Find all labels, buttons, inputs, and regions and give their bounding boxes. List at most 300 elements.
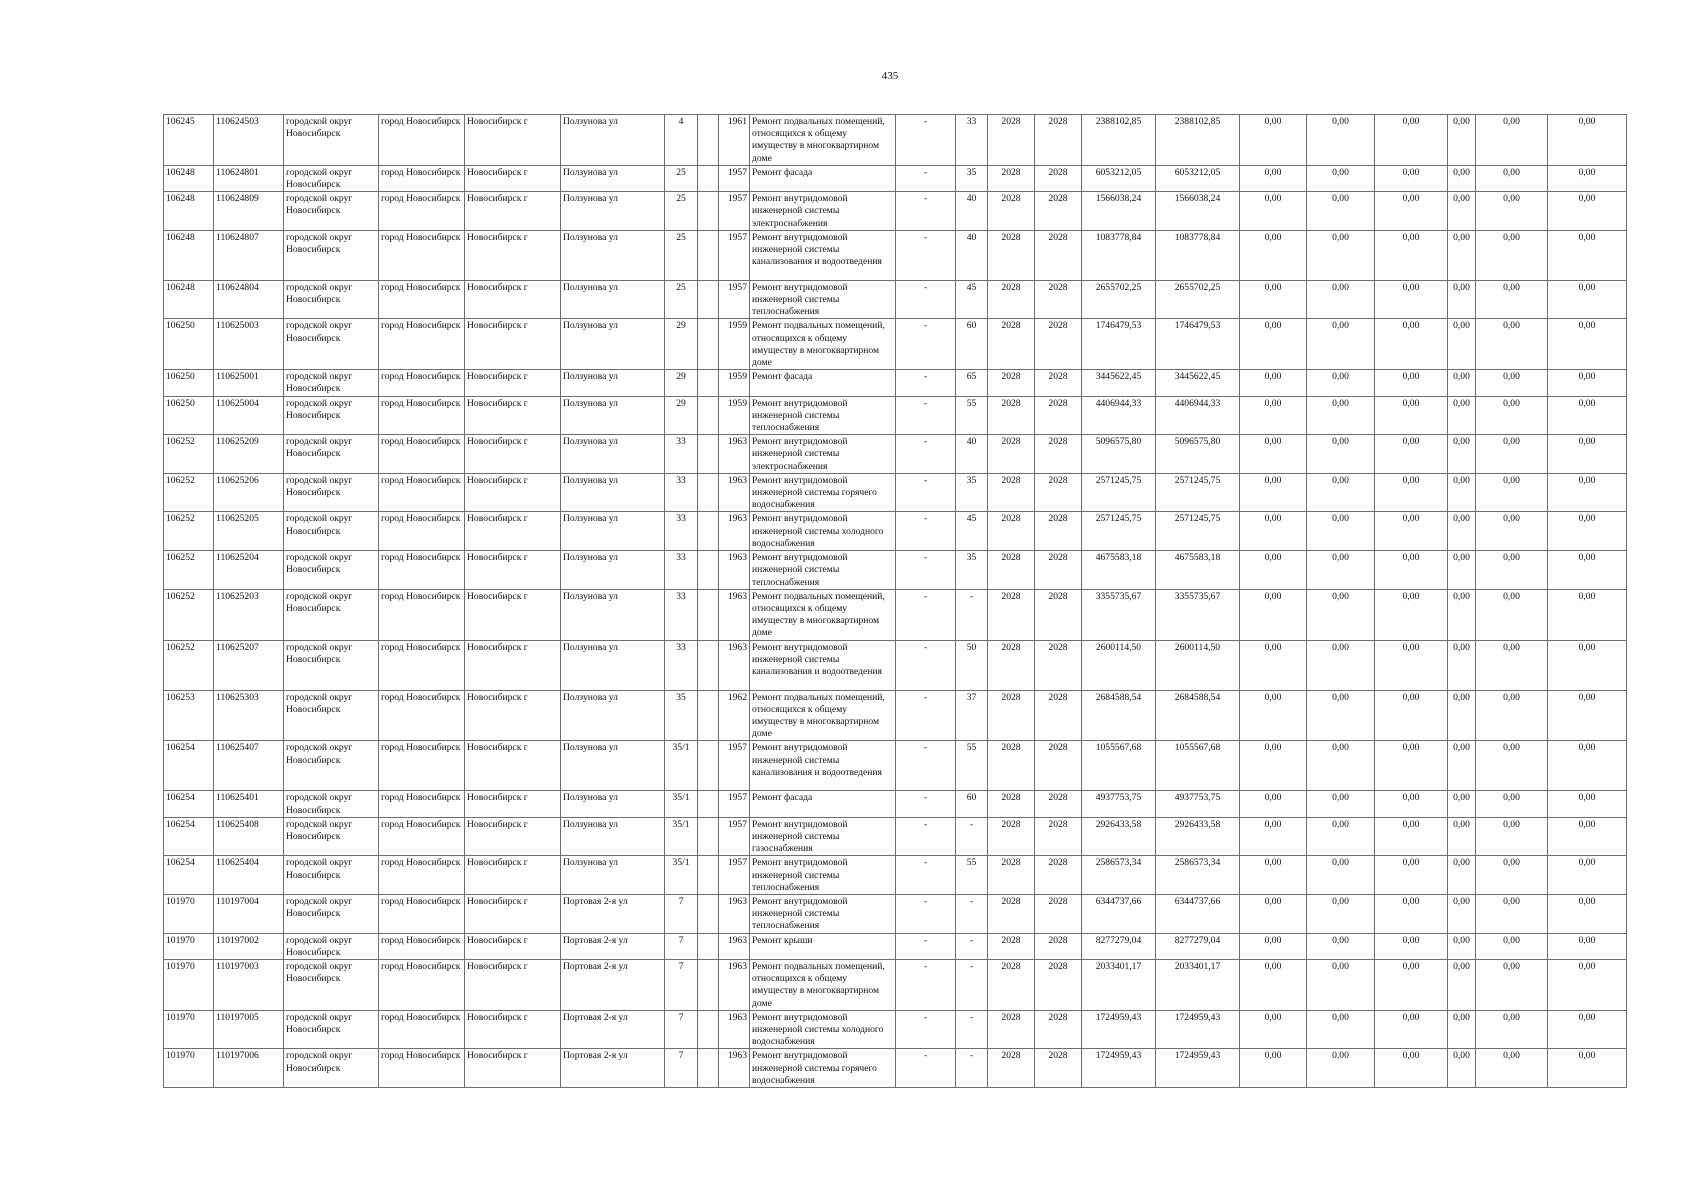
cell-cost-col20: 0,00 bbox=[1448, 690, 1476, 741]
cell-city: Новосибирск г bbox=[465, 959, 561, 1010]
cell-cost-col21: 0,00 bbox=[1476, 512, 1548, 551]
cell-year-built: 1963 bbox=[719, 473, 750, 512]
cell-city: Новосибирск г bbox=[465, 115, 561, 166]
cell-cost-fund: 1566038,24 bbox=[1156, 192, 1240, 231]
cell-year-end: 2028 bbox=[1035, 165, 1082, 191]
cell-work-id: 110624801 bbox=[214, 165, 284, 191]
cell-cost-col17: 0,00 bbox=[1240, 115, 1307, 166]
cell-settlement: город Новосибирск bbox=[379, 933, 465, 959]
cell-cost-col20: 0,00 bbox=[1448, 589, 1476, 640]
cell-building bbox=[698, 319, 719, 370]
cell-work-id: 110197006 bbox=[214, 1049, 284, 1088]
cell-house-number: 29 bbox=[665, 370, 698, 396]
cell-municipal-district: городской округ Новосибирск bbox=[284, 512, 379, 551]
cell-city: Новосибирск г bbox=[465, 165, 561, 191]
cell-cost-col17: 0,00 bbox=[1240, 933, 1307, 959]
cell-street: Ползунова ул bbox=[561, 856, 665, 895]
cell-street: Ползунова ул bbox=[561, 230, 665, 280]
cell-col-dash: - bbox=[896, 230, 956, 280]
cell-house-id: 101970 bbox=[164, 1010, 214, 1049]
cell-cost-col18: 0,00 bbox=[1307, 1049, 1375, 1088]
cell-house-number: 35/1 bbox=[665, 856, 698, 895]
cell-wear-percent: - bbox=[956, 1010, 988, 1049]
cell-cost-total: 2684588,54 bbox=[1082, 690, 1156, 741]
table-row bbox=[164, 933, 1627, 959]
cell-building bbox=[698, 115, 719, 166]
table-row bbox=[164, 690, 1627, 741]
cell-settlement: город Новосибирск bbox=[379, 115, 465, 166]
cell-wear-percent: 40 bbox=[956, 230, 988, 280]
cell-cost-col21: 0,00 bbox=[1476, 165, 1548, 191]
cell-settlement: город Новосибирск bbox=[379, 396, 465, 435]
cell-municipal-district: городской округ Новосибирск bbox=[284, 165, 379, 191]
cell-municipal-district: городской округ Новосибирск bbox=[284, 435, 379, 474]
cell-work-type: Ремонт внутридомовой инженерной системы горячего водоснабжения bbox=[750, 473, 896, 512]
cell-year-end: 2028 bbox=[1035, 192, 1082, 231]
cell-building bbox=[698, 473, 719, 512]
cell-house-id: 106252 bbox=[164, 435, 214, 474]
table-row bbox=[164, 1010, 1627, 1049]
table-row bbox=[164, 396, 1627, 435]
cell-cost-col17: 0,00 bbox=[1240, 791, 1307, 817]
cell-cost-col18: 0,00 bbox=[1307, 280, 1375, 319]
cell-building bbox=[698, 791, 719, 817]
cell-settlement: город Новосибирск bbox=[379, 280, 465, 319]
cell-cost-col18: 0,00 bbox=[1307, 791, 1375, 817]
cell-city: Новосибирск г bbox=[465, 280, 561, 319]
cell-house-number: 35/1 bbox=[665, 817, 698, 856]
cell-cost-fund: 2586573,34 bbox=[1156, 856, 1240, 895]
cell-cost-col17: 0,00 bbox=[1240, 640, 1307, 690]
cell-year-end: 2028 bbox=[1035, 894, 1082, 933]
cell-municipal-district: городской округ Новосибирск bbox=[284, 551, 379, 590]
cell-wear-percent: 45 bbox=[956, 512, 988, 551]
cell-settlement: город Новосибирск bbox=[379, 319, 465, 370]
cell-cost-col21: 0,00 bbox=[1476, 551, 1548, 590]
cell-work-id: 110625401 bbox=[214, 791, 284, 817]
cell-year-start: 2028 bbox=[988, 551, 1035, 590]
cell-house-id: 106250 bbox=[164, 396, 214, 435]
cell-cost-total: 5096575,80 bbox=[1082, 435, 1156, 474]
cell-work-type: Ремонт внутридомовой инженерной системы канализования и водоотведения bbox=[750, 230, 896, 280]
cell-cost-total: 4675583,18 bbox=[1082, 551, 1156, 590]
cell-municipal-district: городской округ Новосибирск bbox=[284, 856, 379, 895]
cell-cost-col21: 0,00 bbox=[1476, 817, 1548, 856]
cell-house-number: 33 bbox=[665, 589, 698, 640]
cell-year-start: 2028 bbox=[988, 933, 1035, 959]
table-row bbox=[164, 192, 1627, 231]
cell-wear-percent: - bbox=[956, 959, 988, 1010]
cell-cost-col21: 0,00 bbox=[1476, 280, 1548, 319]
cell-house-id: 106248 bbox=[164, 230, 214, 280]
cell-work-type: Ремонт подвальных помещений, относящихся к общему имуществу в многоквартирном доме bbox=[750, 959, 896, 1010]
cell-col-dash: - bbox=[896, 512, 956, 551]
cell-cost-col22: 0,00 bbox=[1548, 115, 1627, 166]
cell-house-number: 33 bbox=[665, 640, 698, 690]
cell-year-built: 1963 bbox=[719, 933, 750, 959]
cell-house-id: 106248 bbox=[164, 280, 214, 319]
cell-cost-col22: 0,00 bbox=[1548, 230, 1627, 280]
cell-street: Ползунова ул bbox=[561, 791, 665, 817]
cell-work-type: Ремонт фасада bbox=[750, 370, 896, 396]
cell-house-id: 106248 bbox=[164, 165, 214, 191]
cell-cost-col22: 0,00 bbox=[1548, 959, 1627, 1010]
cell-year-end: 2028 bbox=[1035, 933, 1082, 959]
cell-work-type: Ремонт фасада bbox=[750, 791, 896, 817]
cell-year-start: 2028 bbox=[988, 473, 1035, 512]
cell-cost-col22: 0,00 bbox=[1548, 1010, 1627, 1049]
cell-city: Новосибирск г bbox=[465, 741, 561, 791]
cell-cost-col21: 0,00 bbox=[1476, 319, 1548, 370]
table-row bbox=[164, 512, 1627, 551]
cell-cost-fund: 4937753,75 bbox=[1156, 791, 1240, 817]
page-number: 435 bbox=[881, 70, 899, 82]
cell-cost-col19: 0,00 bbox=[1375, 1010, 1448, 1049]
cell-cost-col22: 0,00 bbox=[1548, 192, 1627, 231]
cell-cost-fund: 1724959,43 bbox=[1156, 1010, 1240, 1049]
cell-building bbox=[698, 280, 719, 319]
cell-municipal-district: городской округ Новосибирск bbox=[284, 589, 379, 640]
cell-cost-col21: 0,00 bbox=[1476, 370, 1548, 396]
cell-cost-fund: 1055567,68 bbox=[1156, 741, 1240, 791]
cell-cost-col17: 0,00 bbox=[1240, 1049, 1307, 1088]
cell-house-id: 106252 bbox=[164, 589, 214, 640]
cell-cost-col20: 0,00 bbox=[1448, 165, 1476, 191]
cell-street: Ползунова ул bbox=[561, 473, 665, 512]
cell-cost-col20: 0,00 bbox=[1448, 115, 1476, 166]
cell-cost-col19: 0,00 bbox=[1375, 1049, 1448, 1088]
cell-work-type: Ремонт подвальных помещений, относящихся к общему имуществу в многоквартирном доме bbox=[750, 690, 896, 741]
cell-cost-total: 3355735,67 bbox=[1082, 589, 1156, 640]
cell-col-dash: - bbox=[896, 856, 956, 895]
cell-cost-total: 3445622,45 bbox=[1082, 370, 1156, 396]
cell-cost-fund: 2684588,54 bbox=[1156, 690, 1240, 741]
cell-cost-col17: 0,00 bbox=[1240, 894, 1307, 933]
cell-house-id: 106248 bbox=[164, 192, 214, 231]
cell-cost-col22: 0,00 bbox=[1548, 165, 1627, 191]
cell-municipal-district: городской округ Новосибирск bbox=[284, 396, 379, 435]
cell-cost-col19: 0,00 bbox=[1375, 791, 1448, 817]
cell-work-id: 110625204 bbox=[214, 551, 284, 590]
cell-year-built: 1957 bbox=[719, 741, 750, 791]
cell-cost-col18: 0,00 bbox=[1307, 959, 1375, 1010]
cell-cost-col21: 0,00 bbox=[1476, 1010, 1548, 1049]
cell-year-end: 2028 bbox=[1035, 551, 1082, 590]
cell-work-type: Ремонт внутридомовой инженерной системы газоснабжения bbox=[750, 817, 896, 856]
cell-work-id: 110625407 bbox=[214, 741, 284, 791]
cell-building bbox=[698, 933, 719, 959]
cell-year-end: 2028 bbox=[1035, 1049, 1082, 1088]
cell-work-type: Ремонт внутридомовой инженерной системы холодного водоснабжения bbox=[750, 512, 896, 551]
table-row bbox=[164, 640, 1627, 690]
cell-cost-col21: 0,00 bbox=[1476, 856, 1548, 895]
cell-municipal-district: городской округ Новосибирск bbox=[284, 741, 379, 791]
cell-year-end: 2028 bbox=[1035, 817, 1082, 856]
cell-cost-col17: 0,00 bbox=[1240, 512, 1307, 551]
cell-cost-col18: 0,00 bbox=[1307, 551, 1375, 590]
cell-year-start: 2028 bbox=[988, 894, 1035, 933]
cell-work-type: Ремонт внутридомовой инженерной системы электроснабжения bbox=[750, 192, 896, 231]
cell-cost-fund: 2571245,75 bbox=[1156, 473, 1240, 512]
cell-wear-percent: 37 bbox=[956, 690, 988, 741]
cell-settlement: город Новосибирск bbox=[379, 856, 465, 895]
cell-wear-percent: - bbox=[956, 1049, 988, 1088]
cell-cost-total: 2600114,50 bbox=[1082, 640, 1156, 690]
cell-municipal-district: городской округ Новосибирск bbox=[284, 1049, 379, 1088]
cell-cost-col18: 0,00 bbox=[1307, 741, 1375, 791]
cell-municipal-district: городской округ Новосибирск bbox=[284, 115, 379, 166]
cell-street: Ползунова ул bbox=[561, 741, 665, 791]
cell-settlement: город Новосибирск bbox=[379, 741, 465, 791]
cell-year-built: 1963 bbox=[719, 640, 750, 690]
cell-cost-col22: 0,00 bbox=[1548, 791, 1627, 817]
cell-wear-percent: 50 bbox=[956, 640, 988, 690]
cell-settlement: город Новосибирск bbox=[379, 551, 465, 590]
table-row bbox=[164, 741, 1627, 791]
table-row bbox=[164, 817, 1627, 856]
cell-cost-col18: 0,00 bbox=[1307, 473, 1375, 512]
cell-street: Ползунова ул bbox=[561, 396, 665, 435]
cell-building bbox=[698, 192, 719, 231]
cell-year-built: 1963 bbox=[719, 959, 750, 1010]
cell-year-built: 1963 bbox=[719, 551, 750, 590]
cell-year-built: 1963 bbox=[719, 589, 750, 640]
cell-building bbox=[698, 551, 719, 590]
cell-wear-percent: 45 bbox=[956, 280, 988, 319]
cell-street: Ползунова ул bbox=[561, 192, 665, 231]
cell-cost-col17: 0,00 bbox=[1240, 192, 1307, 231]
cell-year-start: 2028 bbox=[988, 396, 1035, 435]
cell-col-dash: - bbox=[896, 473, 956, 512]
cell-street: Портовая 2-я ул bbox=[561, 959, 665, 1010]
cell-building bbox=[698, 1049, 719, 1088]
cell-year-end: 2028 bbox=[1035, 370, 1082, 396]
cell-street: Ползунова ул bbox=[561, 115, 665, 166]
cell-house-number: 35/1 bbox=[665, 791, 698, 817]
cell-cost-col17: 0,00 bbox=[1240, 817, 1307, 856]
cell-work-id: 110624804 bbox=[214, 280, 284, 319]
cell-cost-col20: 0,00 bbox=[1448, 435, 1476, 474]
cell-cost-col21: 0,00 bbox=[1476, 1049, 1548, 1088]
cell-building bbox=[698, 512, 719, 551]
cell-cost-col21: 0,00 bbox=[1476, 741, 1548, 791]
cell-year-start: 2028 bbox=[988, 280, 1035, 319]
cell-city: Новосибирск г bbox=[465, 396, 561, 435]
cell-house-number: 25 bbox=[665, 230, 698, 280]
cell-cost-total: 2655702,25 bbox=[1082, 280, 1156, 319]
cell-building bbox=[698, 230, 719, 280]
cell-house-id: 101970 bbox=[164, 894, 214, 933]
cell-city: Новосибирск г bbox=[465, 640, 561, 690]
cell-house-id: 106254 bbox=[164, 817, 214, 856]
cell-wear-percent: 40 bbox=[956, 192, 988, 231]
cell-cost-total: 2033401,17 bbox=[1082, 959, 1156, 1010]
cell-street: Ползунова ул bbox=[561, 370, 665, 396]
cell-cost-col18: 0,00 bbox=[1307, 690, 1375, 741]
cell-col-dash: - bbox=[896, 551, 956, 590]
cell-cost-fund: 3445622,45 bbox=[1156, 370, 1240, 396]
cell-year-end: 2028 bbox=[1035, 959, 1082, 1010]
cell-cost-col17: 0,00 bbox=[1240, 230, 1307, 280]
cell-cost-col20: 0,00 bbox=[1448, 192, 1476, 231]
cell-col-dash: - bbox=[896, 370, 956, 396]
cell-cost-total: 2926433,58 bbox=[1082, 817, 1156, 856]
cell-col-dash: - bbox=[896, 959, 956, 1010]
cell-wear-percent: 55 bbox=[956, 741, 988, 791]
cell-street: Ползунова ул bbox=[561, 319, 665, 370]
cell-building bbox=[698, 894, 719, 933]
cell-cost-col21: 0,00 bbox=[1476, 396, 1548, 435]
cell-year-built: 1957 bbox=[719, 791, 750, 817]
cell-wear-percent: 40 bbox=[956, 435, 988, 474]
table-row bbox=[164, 791, 1627, 817]
cell-col-dash: - bbox=[896, 192, 956, 231]
cell-work-type: Ремонт внутридомовой инженерной системы теплоснабжения bbox=[750, 280, 896, 319]
cell-year-start: 2028 bbox=[988, 741, 1035, 791]
cell-cost-col21: 0,00 bbox=[1476, 230, 1548, 280]
cell-cost-col22: 0,00 bbox=[1548, 933, 1627, 959]
cell-year-built: 1963 bbox=[719, 1049, 750, 1088]
cell-cost-col18: 0,00 bbox=[1307, 1010, 1375, 1049]
cell-work-type: Ремонт подвальных помещений, относящихся к общему имуществу в многоквартирном доме bbox=[750, 115, 896, 166]
cell-year-start: 2028 bbox=[988, 192, 1035, 231]
cell-wear-percent: 60 bbox=[956, 319, 988, 370]
cell-cost-fund: 5096575,80 bbox=[1156, 435, 1240, 474]
cell-cost-col19: 0,00 bbox=[1375, 551, 1448, 590]
cell-work-id: 110625004 bbox=[214, 396, 284, 435]
cell-settlement: город Новосибирск bbox=[379, 512, 465, 551]
cell-year-end: 2028 bbox=[1035, 396, 1082, 435]
cell-municipal-district: городской округ Новосибирск bbox=[284, 640, 379, 690]
cell-building bbox=[698, 690, 719, 741]
cell-work-id: 110625003 bbox=[214, 319, 284, 370]
cell-cost-col18: 0,00 bbox=[1307, 856, 1375, 895]
cell-cost-fund: 2926433,58 bbox=[1156, 817, 1240, 856]
cell-cost-col20: 0,00 bbox=[1448, 396, 1476, 435]
cell-col-dash: - bbox=[896, 640, 956, 690]
cell-cost-total: 2586573,34 bbox=[1082, 856, 1156, 895]
cell-wear-percent: 55 bbox=[956, 396, 988, 435]
cell-municipal-district: городской округ Новосибирск bbox=[284, 1010, 379, 1049]
cell-cost-col17: 0,00 bbox=[1240, 589, 1307, 640]
cell-house-id: 106254 bbox=[164, 741, 214, 791]
cell-year-end: 2028 bbox=[1035, 512, 1082, 551]
cell-year-end: 2028 bbox=[1035, 640, 1082, 690]
table-row bbox=[164, 115, 1627, 166]
cell-settlement: город Новосибирск bbox=[379, 192, 465, 231]
cell-col-dash: - bbox=[896, 1010, 956, 1049]
cell-cost-col17: 0,00 bbox=[1240, 1010, 1307, 1049]
table-row bbox=[164, 1049, 1627, 1088]
cell-house-number: 33 bbox=[665, 551, 698, 590]
cell-cost-col17: 0,00 bbox=[1240, 319, 1307, 370]
cell-year-built: 1959 bbox=[719, 396, 750, 435]
cell-year-start: 2028 bbox=[988, 512, 1035, 551]
cell-cost-fund: 2655702,25 bbox=[1156, 280, 1240, 319]
cell-work-type: Ремонт внутридомовой инженерной системы теплоснабжения bbox=[750, 551, 896, 590]
cell-col-dash: - bbox=[896, 115, 956, 166]
cell-municipal-district: городской округ Новосибирск bbox=[284, 690, 379, 741]
cell-city: Новосибирск г bbox=[465, 551, 561, 590]
cell-city: Новосибирск г bbox=[465, 933, 561, 959]
cell-street: Ползунова ул bbox=[561, 551, 665, 590]
cell-street: Ползунова ул bbox=[561, 690, 665, 741]
cell-building bbox=[698, 1010, 719, 1049]
cell-settlement: город Новосибирск bbox=[379, 1010, 465, 1049]
cell-year-built: 1957 bbox=[719, 280, 750, 319]
cell-year-start: 2028 bbox=[988, 1010, 1035, 1049]
cell-cost-col17: 0,00 bbox=[1240, 551, 1307, 590]
cell-municipal-district: городской округ Новосибирск bbox=[284, 894, 379, 933]
cell-cost-col19: 0,00 bbox=[1375, 115, 1448, 166]
cell-work-type: Ремонт внутридомовой инженерной системы электроснабжения bbox=[750, 435, 896, 474]
cell-building bbox=[698, 396, 719, 435]
cell-street: Портовая 2-я ул bbox=[561, 894, 665, 933]
cell-year-start: 2028 bbox=[988, 165, 1035, 191]
cell-cost-col19: 0,00 bbox=[1375, 512, 1448, 551]
cell-work-type: Ремонт внутридомовой инженерной системы горячего водоснабжения bbox=[750, 1049, 896, 1088]
cell-work-type: Ремонт крыши bbox=[750, 933, 896, 959]
cell-cost-col20: 0,00 bbox=[1448, 640, 1476, 690]
cell-settlement: город Новосибирск bbox=[379, 473, 465, 512]
cell-house-id: 106245 bbox=[164, 115, 214, 166]
cell-building bbox=[698, 959, 719, 1010]
cell-wear-percent: - bbox=[956, 933, 988, 959]
cell-wear-percent: 35 bbox=[956, 165, 988, 191]
cell-house-id: 106250 bbox=[164, 370, 214, 396]
cell-settlement: город Новосибирск bbox=[379, 230, 465, 280]
cell-cost-fund: 4406944,33 bbox=[1156, 396, 1240, 435]
cell-cost-col19: 0,00 bbox=[1375, 690, 1448, 741]
cell-house-number: 35/1 bbox=[665, 741, 698, 791]
cell-cost-total: 4937753,75 bbox=[1082, 791, 1156, 817]
cell-municipal-district: городской округ Новосибирск bbox=[284, 473, 379, 512]
cell-cost-total: 4406944,33 bbox=[1082, 396, 1156, 435]
cell-wear-percent: 60 bbox=[956, 791, 988, 817]
cell-year-start: 2028 bbox=[988, 856, 1035, 895]
cell-cost-col20: 0,00 bbox=[1448, 370, 1476, 396]
cell-cost-col19: 0,00 bbox=[1375, 435, 1448, 474]
cell-street: Портовая 2-я ул bbox=[561, 1049, 665, 1088]
cell-cost-col20: 0,00 bbox=[1448, 933, 1476, 959]
cell-work-id: 110197004 bbox=[214, 894, 284, 933]
cell-house-number: 33 bbox=[665, 512, 698, 551]
cell-wear-percent: - bbox=[956, 894, 988, 933]
cell-wear-percent: 55 bbox=[956, 856, 988, 895]
cell-col-dash: - bbox=[896, 319, 956, 370]
cell-wear-percent: - bbox=[956, 817, 988, 856]
cell-cost-col21: 0,00 bbox=[1476, 894, 1548, 933]
table-row bbox=[164, 230, 1627, 280]
cell-year-start: 2028 bbox=[988, 230, 1035, 280]
cell-house-number: 7 bbox=[665, 959, 698, 1010]
cell-cost-col17: 0,00 bbox=[1240, 165, 1307, 191]
cell-cost-col18: 0,00 bbox=[1307, 589, 1375, 640]
cell-settlement: город Новосибирск bbox=[379, 165, 465, 191]
cell-cost-col18: 0,00 bbox=[1307, 319, 1375, 370]
cell-cost-col22: 0,00 bbox=[1548, 589, 1627, 640]
cell-cost-col17: 0,00 bbox=[1240, 959, 1307, 1010]
cell-work-id: 110625404 bbox=[214, 856, 284, 895]
cell-cost-col22: 0,00 bbox=[1548, 435, 1627, 474]
cell-col-dash: - bbox=[896, 165, 956, 191]
cell-house-number: 7 bbox=[665, 1010, 698, 1049]
cell-cost-fund: 2033401,17 bbox=[1156, 959, 1240, 1010]
cell-house-id: 106250 bbox=[164, 319, 214, 370]
cell-cost-col21: 0,00 bbox=[1476, 933, 1548, 959]
cell-cost-col22: 0,00 bbox=[1548, 894, 1627, 933]
cell-cost-col21: 0,00 bbox=[1476, 192, 1548, 231]
